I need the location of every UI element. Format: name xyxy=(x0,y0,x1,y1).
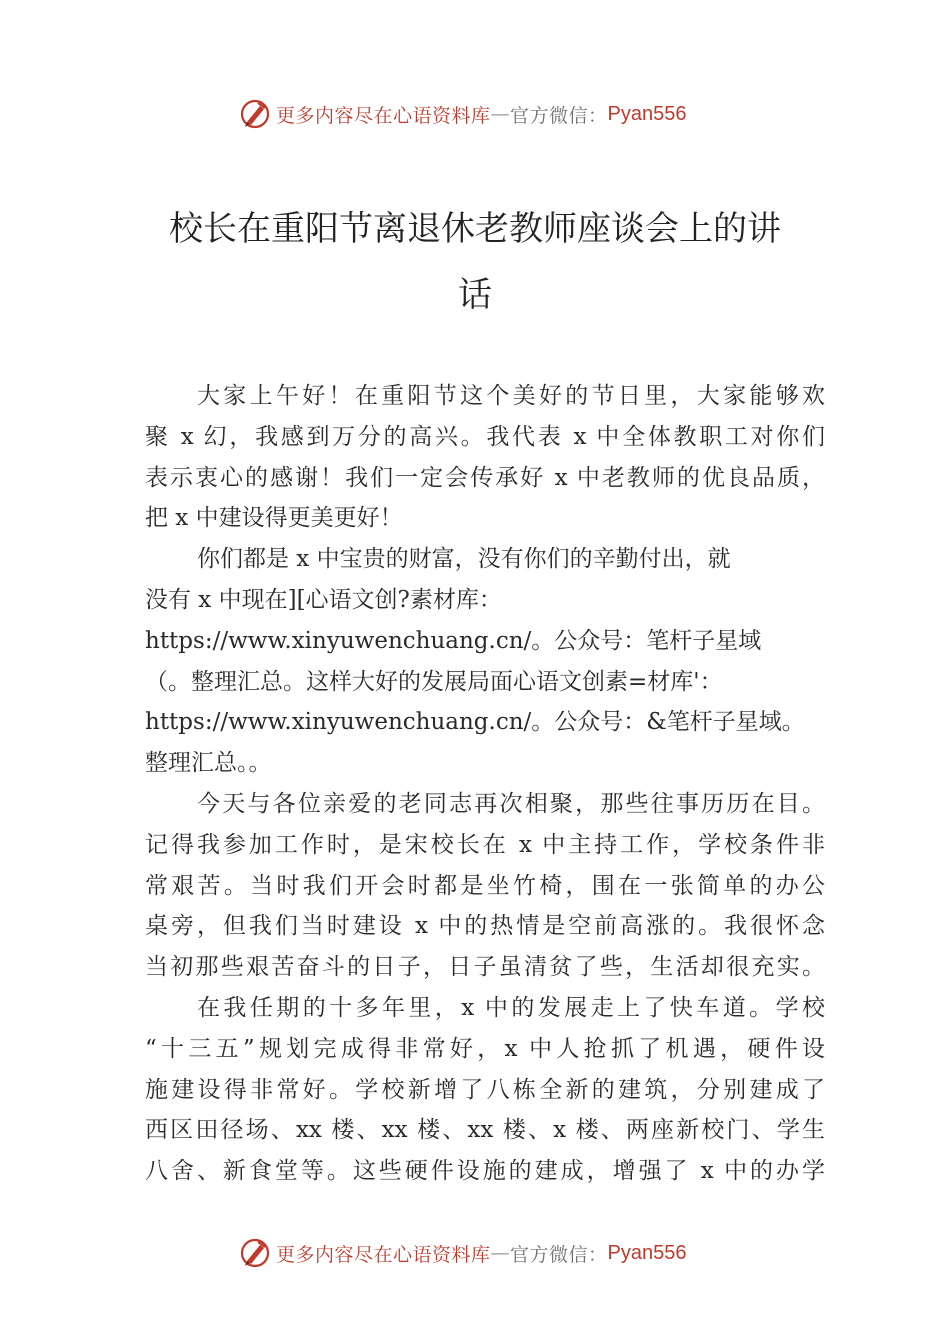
body-line: 表示衷心的感谢！我们一定会传承好 x 中老教师的优良品质， xyxy=(145,464,825,491)
banner-wechat-label: 官方微信： xyxy=(510,1243,608,1266)
document-body xyxy=(145,376,825,1192)
banner-wechat-id: Pyan556 xyxy=(607,102,687,125)
banner-dash: — xyxy=(490,1242,511,1264)
document-title xyxy=(140,196,810,328)
body-line: （。整理汇总。这样大好的发展局面心语文创素=材库'： xyxy=(145,668,723,695)
banner-title: 更多内容尽在心语资料库 xyxy=(276,1243,491,1266)
title-line: 话 xyxy=(458,275,492,315)
body-line: 八舍、新食堂等。这些硬件设施的建成，增强了 x 中的办学 xyxy=(145,1158,825,1185)
body-line: 当初那些艰苦奋斗的日子，日子虽清贫了些，生活却很充实。 xyxy=(145,954,825,981)
body-line: https://www.xinyuwenchuang.cn/。公众号：&笔杆子星域。 xyxy=(145,709,805,736)
body-line: 今天与各位亲爱的老同志再次相聚，那些往事历历在目。 xyxy=(197,790,825,817)
body-line: 西区田径场、xx 楼、xx 楼、xx 楼、x 楼、两座新校门、学生 xyxy=(145,1117,825,1144)
body-line: 施建设得非常好。学校新增了八栋全新的建筑，分别建成了 xyxy=(145,1076,825,1103)
body-line: 大家上午好！在重阳节这个美好的节日里，大家能够欢 xyxy=(197,383,825,409)
body-line: 桌旁，但我们当时建设 x 中的热情是空前高涨的。我很怀念 xyxy=(145,913,825,940)
footer-banner xyxy=(238,1233,758,1273)
body-line: 你们都是 x 中宝贵的财富，没有你们的辛勤付出，就 xyxy=(197,546,731,573)
body-line: 常艰苦。当时我们开会时都是坐竹椅，围在一张简单的办公 xyxy=(145,872,825,899)
banner-title: 更多内容尽在心语资料库 xyxy=(276,104,491,127)
header-banner xyxy=(238,94,758,134)
body-line: 整理汇总。。 xyxy=(145,750,272,777)
body-line: https://www.xinyuwenchuang.cn/。公众号：笔杆子星域 xyxy=(145,627,762,654)
pen-logo-icon xyxy=(238,97,272,131)
title-line: 校长在重阳节离退休老教师座谈会上的讲 xyxy=(169,209,781,249)
body-line: 在我任期的十多年里，x 中的发展走上了快车道。学校 xyxy=(197,994,825,1021)
body-line: “十三五”规划完成得非常好，x 中人抢抓了机遇，硬件设 xyxy=(145,1035,825,1062)
banner-dash: — xyxy=(490,103,511,125)
body-line: 聚 x 幻，我感到万分的高兴。我代表 x 中全体教职工对你们 xyxy=(145,423,825,450)
banner-wechat-id: Pyan556 xyxy=(607,1241,687,1264)
body-line: 把 x 中建设得更美更好！ xyxy=(145,505,403,532)
banner-wechat-label: 官方微信： xyxy=(510,104,608,127)
body-line: 没有 x 中现在][心语文创?素材库： xyxy=(145,586,502,613)
pen-logo-icon xyxy=(238,1236,272,1270)
body-line: 记得我参加工作时，是宋校长在 x 中主持工作，学校条件非 xyxy=(145,831,825,858)
